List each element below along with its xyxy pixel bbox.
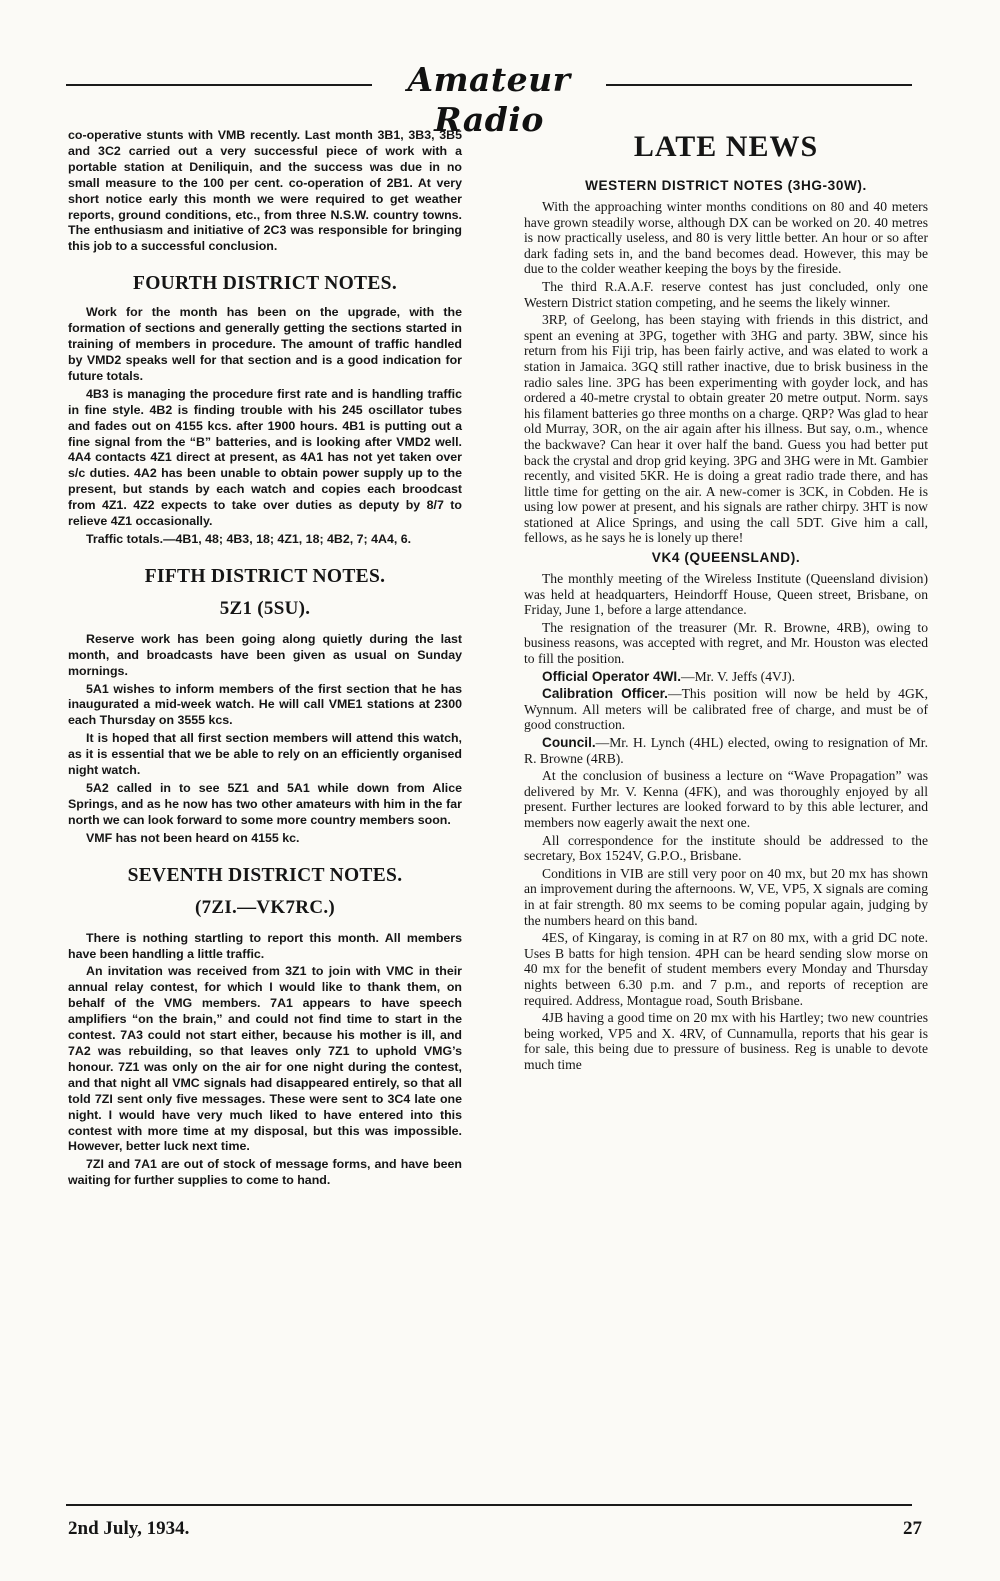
western-district-heading: WESTERN DISTRICT NOTES (3HG-30W). bbox=[585, 178, 867, 193]
vk4-lead: Council. bbox=[542, 735, 596, 750]
masthead-title: Amateur Radio bbox=[407, 60, 571, 139]
fifth-paragraph: It is hoped that all first section members will attend this watch, as it is essential that we be able to rely on an efficiently organised night watch. bbox=[68, 731, 462, 778]
western-paragraph: 3RP, of Geelong, has been staying with friends in this district, and spent an evening at 3PG, together with 3HG and party. 3BW, since his return from his Fiji trip, has been fairly active, and was elated to work a station in Jamaica. 3GQ still rather inactive, due to brisk business in the radio sales line. 3PG has been experimenting with goyder lock, and has ordered a 40-metre crystal to obtain greater 20 metre output. Norm. says his filament batteries go three months on a charge. QRP? Was glad to hear old Murray, 3OR, on the air again after his illness. But say, o.m., whence the backwave? Can hear it over half the band. Guess you had better put back the crystal and drop grid keying. 3PG and 3HG were in Mt. Gambier recently, and visited 5KR. He is doing a great radio trade there, and has little time for getting on the air. A new-comer is 3CK, in Cobden. He is using low power at present, and his signals are rather chirpy. 3HT is now stationed at Alice Springs, and using the call 5DT. Give him a call, fellows, as he says he is lonely up there! bbox=[524, 312, 928, 546]
vk4-paragraph bbox=[524, 669, 928, 685]
vk4-paragraph: Conditions in VIB are still very poor on 40 mx, but 20 mx has shown an improvement during the afternoons. W, VE, VP5, X signals are coming in at fair strength. 80 mx seems to be coming popular again, judging by the numbers heard on this band. bbox=[524, 865, 928, 928]
fifth-paragraph: 5A2 called in to see 5Z1 and 5A1 while down from Alice Springs, and as he now has two other amateurs with him in the far north we can look forward to some more country members soon. bbox=[68, 781, 462, 827]
fifth-paragraph: 5A1 wishes to inform members of the first section that he has inaugurated a mid-week watch. He will call VME1 stations at 2300 each Thursday on 3555 kcs. bbox=[68, 681, 462, 728]
footer-date: 2nd July, 1934. bbox=[68, 1518, 190, 1539]
fourth-district-heading: FOURTH DISTRICT NOTES. bbox=[133, 273, 397, 295]
vk4-text: —Mr. V. Jeffs (4VJ). bbox=[680, 668, 796, 684]
masthead-rule-left bbox=[66, 84, 372, 86]
page-number: 27 bbox=[903, 1518, 922, 1539]
left-column bbox=[68, 128, 462, 1191]
late-news-heading: LATE NEWS bbox=[633, 130, 819, 163]
vk4-paragraph bbox=[524, 735, 928, 766]
seventh-paragraph: 7ZI and 7A1 are out of stock of message forms, and have been waiting for further supplies to come to hand. bbox=[68, 1157, 462, 1188]
fifth-district-heading: FIFTH DISTRICT NOTES. bbox=[144, 565, 386, 587]
western-paragraph: With the approaching winter months conditions on 80 and 40 meters have grown steadily worse, although DX can be worked on 20. 40 metres is now practically useless, and 80 is very little better. An hour or so after dark fading sets in, and the band becomes dead. However, this may be due to the colder weather keeping the boys by the fireside. bbox=[524, 199, 928, 277]
vk4-text: —This position will now be held by 4GK, Wynnum. All meters will be calibrated free of charge, and must be of good construction. bbox=[524, 686, 928, 733]
seventh-district-heading: SEVENTH DISTRICT NOTES. bbox=[127, 864, 403, 886]
vk4-paragraph: At the conclusion of business a lecture on “Wave Propagation” was delivered by Mr. V. Kenna (4FK), and was thoroughly enjoyed by all present. Further lectures are looked forward to by this able lecturer, and members now eagerly await the next one. bbox=[524, 768, 928, 830]
fifth-district-subheading: 5Z1 (5SU). bbox=[219, 597, 311, 619]
vk4-heading: VK4 (QUEENSLAND). bbox=[651, 550, 801, 566]
vk4-paragraph: The monthly meeting of the Wireless Institute (Queensland division) was held at headquarters, Heindorff House, Queen street, Brisbane, on Friday, June 1, before a large attendance. bbox=[524, 571, 928, 618]
seventh-district-subheading: (7ZI.—VK7RC.) bbox=[194, 896, 336, 918]
western-paragraph: The third R.A.A.F. reserve contest has just concluded, only one Western District station competing, and he seems the likely winner. bbox=[524, 278, 928, 310]
fourth-paragraph: 4B3 is managing the procedure first rate and is handling traffic in fine style. 4B2 is finding trouble with his 245 oscillator tubes and fades out on 4155 kcs. after 1900 hours. 4B1 is putting out a fine signal from the “B” batteries, and is looking after VMD2 well. 4A4 contacts 4Z1 direct at present, as 4A1 has not yet taken over s/c duties. 4A2 has been unable to obtain power supply up to the present, but stands by each watch and copies each broodcast from 4Z1. 4Z2 expects to take over duties as deputy by 8/7 to relieve 4Z1 occasionally. bbox=[68, 386, 462, 529]
seventh-paragraph: An invitation was received from 3Z1 to join with VMC in their annual relay contest, for which I would like to thank them, on behalf of the VMG members. 7A1 appears to have speech amplifiers “on the brain,” and could not find time to start in the contest. 7A3 could not start either, because his mother is ill, and 7A2 was rebuilding, so that leaves only 7Z1 to uphold VMG’s honour. 7Z1 was only on the air for one night during the contest, and that night all VMC signals had disappeared entirely, so that all told 7ZI sent only five messages. These were sent to 3C4 late one night. I would have very much liked to have entered into this contest with more time at my disposal, but this was impossible. However, better luck next time. bbox=[68, 964, 462, 1154]
footer-rule bbox=[66, 1504, 912, 1506]
masthead-rule-right bbox=[606, 84, 912, 86]
vk4-lead: Official Operator 4WI. bbox=[542, 668, 681, 684]
fifth-paragraph: Reserve work has been going along quietly during the last month, and broadcasts have been given as usual on Sunday mornings. bbox=[68, 631, 462, 678]
vk4-text: —Mr. H. Lynch (4HL) elected, owing to resignation of Mr. R. Browne (4RB). bbox=[524, 735, 928, 766]
intro-paragraph: co-operative stunts with VMB recently. Last month 3B1, 3B3, 3B5 and 3C2 carried out a very successful piece of work with a portable station at Deniliquin, and the success was due in no small measure to the 100 per cent. co-operation of 2B1. At very short notice early this month we were required to get weather reports, ground conditions, etc., from three N.S.W. country towns. The enthusiasm and initiative of 2C3 was responsible for bringing this job to a successful conclusion. bbox=[68, 128, 462, 254]
vk4-paragraph: All correspondence for the institute should be addressed to the secretary, Box 1524V, G.P.O., Brisbane. bbox=[524, 832, 928, 864]
vk4-paragraph: 4ES, of Kingaray, is coming in at R7 on 80 mx, with a grid DC note. Uses B batts for high tension. 4PH can be heard sending slow morse on 40 mx for the benefit of student members every Monday and Thursday nights between 6.30 p.m. and 7 p.m., and reports of reception are required. Address, Montague road, South Brisbane. bbox=[524, 930, 928, 1008]
fourth-paragraph: Work for the month has been on the upgrade, with the formation of sections and generally getting the sections started in training of members in procedure. The amount of traffic handled by VMD2 speaks well for that section and is a good indication for future totals. bbox=[68, 305, 462, 383]
masthead bbox=[66, 58, 912, 139]
vk4-paragraph bbox=[524, 686, 928, 733]
vk4-paragraph: The resignation of the treasurer (Mr. R. Browne, 4RB), owing to business reasons, was accepted with regret, and Mr. Houston was elected to fill the position. bbox=[524, 619, 928, 667]
vk4-lead: Calibration Officer. bbox=[542, 686, 668, 702]
right-column bbox=[524, 128, 928, 1074]
vk4-paragraph: 4JB having a good time on 20 mx with his Hartley; two new countries being worked, VP5 and X. 4RV, of Cunnamulla, reports that his gear is for sale, this being due to pressure of business. Reg is unable to devote much time bbox=[524, 1010, 928, 1072]
fourth-paragraph: Traffic totals.—4B1, 48; 4B3, 18; 4Z1, 18; 4B2, 7; 4A4, 6. bbox=[86, 531, 412, 546]
fifth-paragraph: VMF has not been heard on 4155 kc. bbox=[86, 830, 300, 845]
seventh-paragraph: There is nothing startling to report this month. All members have been handling a little traffic. bbox=[68, 930, 462, 961]
